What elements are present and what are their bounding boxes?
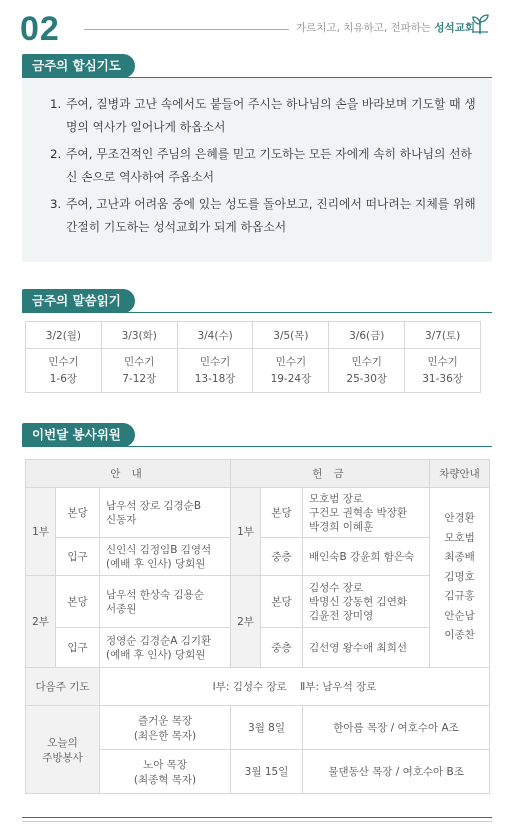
location-label: 본당 [56, 488, 100, 538]
next-prayer-row [26, 668, 490, 706]
parking-name: 김규홍 [444, 590, 475, 603]
reading-chapters: 7-12장 [122, 372, 157, 385]
location-label: 중층 [261, 628, 303, 668]
label-line: 오늘의 [47, 736, 78, 749]
kitchen-next: 물댄동산 목장 / 여호수아 B조 [303, 750, 490, 794]
footer-divider-light [22, 821, 492, 822]
location-label: 입구 [56, 628, 100, 668]
reading-book: 민수기 [351, 355, 382, 368]
reading-book: 민수기 [124, 355, 155, 368]
reading-section-title: 금주의 말씀읽기 [22, 289, 135, 313]
name-line: 모호범 장로 [309, 492, 364, 505]
parking-name: 모호범 [444, 531, 475, 544]
reading-passage [177, 349, 253, 393]
reading-date: 3/2(월) [26, 322, 102, 349]
kitchen-date: 3월 15일 [231, 750, 303, 794]
guide-names [100, 488, 231, 538]
prayer-text: 주여, 질병과 고난 속에서도 붙들어 주시는 하나님의 손을 바라보며 기도할 때 생명의 역사가 일어나게 하옵소서 [66, 97, 476, 134]
service-title-line [22, 446, 492, 447]
reading-passage [405, 349, 481, 393]
group-name: 즐거운 목장 [137, 714, 193, 727]
group-leader: (최은한 목자) [133, 729, 197, 742]
location-label: 본당 [56, 576, 100, 628]
prayer-number: 2. [50, 147, 62, 161]
parking-header: 차량안내 [430, 460, 490, 488]
church-name: 성석교회 [434, 22, 475, 34]
group-name: 노아 목장 [143, 758, 187, 771]
today-kitchen-label [26, 706, 100, 794]
part-label: 1부 [26, 488, 56, 576]
guide-names [100, 628, 231, 668]
prayer-list [50, 93, 480, 243]
location-label: 중층 [261, 538, 303, 576]
parking-name: 안순남 [444, 609, 475, 622]
reading-passage-row [26, 349, 481, 393]
next-prayer-label: 다음주 기도 [26, 668, 100, 706]
prayer-text: 주여, 고난과 어려움 중에 있는 성도를 돌아보고, 진리에서 떠나려는 지체를 위해 간절히 기도하는 성석교회가 되게 하옵소서 [66, 197, 476, 234]
location-label: 본당 [261, 488, 303, 538]
name-line: 서종원 [106, 602, 137, 615]
kitchen-group [100, 706, 231, 750]
parking-name: 이종찬 [444, 629, 475, 642]
reading-chapters: 31-36장 [422, 372, 463, 385]
parking-name: 최종배 [444, 551, 475, 564]
name-line: 정영순 김경순A 김기환 [106, 634, 212, 647]
part-label: 1부 [231, 488, 261, 576]
footer-divider [22, 817, 492, 818]
name-line: (예배 후 인사) 당회원 [106, 648, 206, 661]
reading-passage [101, 349, 177, 393]
table-row [26, 488, 490, 538]
guide-names [100, 576, 231, 628]
service-table [25, 459, 490, 794]
prayer-number: 1. [50, 97, 62, 111]
part-label: 2부 [26, 576, 56, 668]
parking-name: 김명호 [444, 570, 475, 583]
name-line: 김윤전 장미영 [309, 609, 374, 622]
kitchen-group [100, 750, 231, 794]
kitchen-row [26, 706, 490, 750]
guide-names [100, 538, 231, 576]
reading-chapters: 19-24장 [270, 372, 312, 385]
kitchen-next: 한아름 목장 / 여호수아 A조 [303, 706, 490, 750]
reading-date: 3/5(목) [253, 322, 329, 349]
offering-names: 배인숙B 강윤희 함은숙 [303, 538, 430, 576]
group-leader: (최종혁 목자) [133, 773, 197, 786]
parking-name: 안경환 [444, 512, 475, 525]
service-header-row [26, 460, 490, 488]
reading-date: 3/3(화) [101, 322, 177, 349]
name-line: 김성수 장로 [309, 581, 364, 594]
kitchen-date: 3월 8일 [231, 706, 303, 750]
reading-passage [26, 349, 102, 393]
name-line: 신동자 [106, 513, 137, 526]
page-header [0, 0, 523, 50]
location-label: 본당 [261, 576, 303, 628]
next-prayer-value: Ⅰ부: 김성수 장로 Ⅱ부: 남우석 장로 [100, 668, 490, 706]
name-line: 구건모 권혁송 박장환 [309, 506, 407, 519]
prayer-item [50, 193, 480, 238]
parking-names [430, 488, 490, 668]
reading-chapters: 25-30장 [346, 372, 388, 385]
reading-passage [253, 349, 329, 393]
offering-names [303, 488, 430, 538]
name-line: 남우석 한상숙 김용순 [106, 588, 204, 601]
prayer-text: 주여, 무조건적인 주님의 은혜를 믿고 기도하는 모든 자에게 속히 하나님의 선하신 손으로 역사하여 주옵소서 [66, 147, 472, 184]
name-line: 신인식 김정임B 김영석 [106, 543, 212, 556]
service-section-title: 이번달 봉사위원 [22, 423, 135, 447]
prayer-section-title: 금주의 합심기도 [22, 54, 135, 78]
reading-chapters: 13-18장 [194, 372, 236, 385]
page-number: 02 [20, 10, 60, 48]
reading-book: 민수기 [427, 355, 458, 368]
name-line: 남우석 장로 김경순B [106, 499, 202, 512]
reading-table [25, 321, 481, 393]
name-line: (예배 후 인사) 당회원 [106, 557, 206, 570]
slogan-text: 가르치고, 치유하고, 전파하는 [296, 22, 435, 34]
prayer-item [50, 93, 480, 138]
reading-date: 3/7(토) [405, 322, 481, 349]
reading-book: 민수기 [199, 355, 231, 368]
reading-chapters: 1-6장 [49, 372, 78, 385]
offering-names [303, 576, 430, 628]
reading-date: 3/6(금) [329, 322, 405, 349]
guide-header: 안 내 [26, 460, 231, 488]
header-divider [84, 29, 289, 30]
reading-book: 민수기 [48, 355, 79, 368]
reading-date: 3/4(수) [177, 322, 253, 349]
prayer-number: 3. [50, 197, 62, 211]
prayer-item [50, 143, 480, 188]
table-row [26, 576, 490, 628]
name-line: 박경희 이혜훈 [309, 520, 374, 533]
part-label: 2부 [231, 576, 261, 668]
reading-title-line [22, 312, 492, 313]
label-line: 주방봉사 [42, 751, 83, 764]
offering-names: 김선영 왕수애 최희선 [303, 628, 430, 668]
sprout-icon [468, 12, 492, 36]
reading-passage [329, 349, 405, 393]
reading-date-row [26, 322, 481, 349]
location-label: 입구 [56, 538, 100, 576]
offering-header: 헌 금 [231, 460, 430, 488]
name-line: 박명신 강동현 김연화 [309, 595, 407, 608]
reading-book: 민수기 [275, 355, 307, 368]
church-slogan [296, 20, 475, 35]
